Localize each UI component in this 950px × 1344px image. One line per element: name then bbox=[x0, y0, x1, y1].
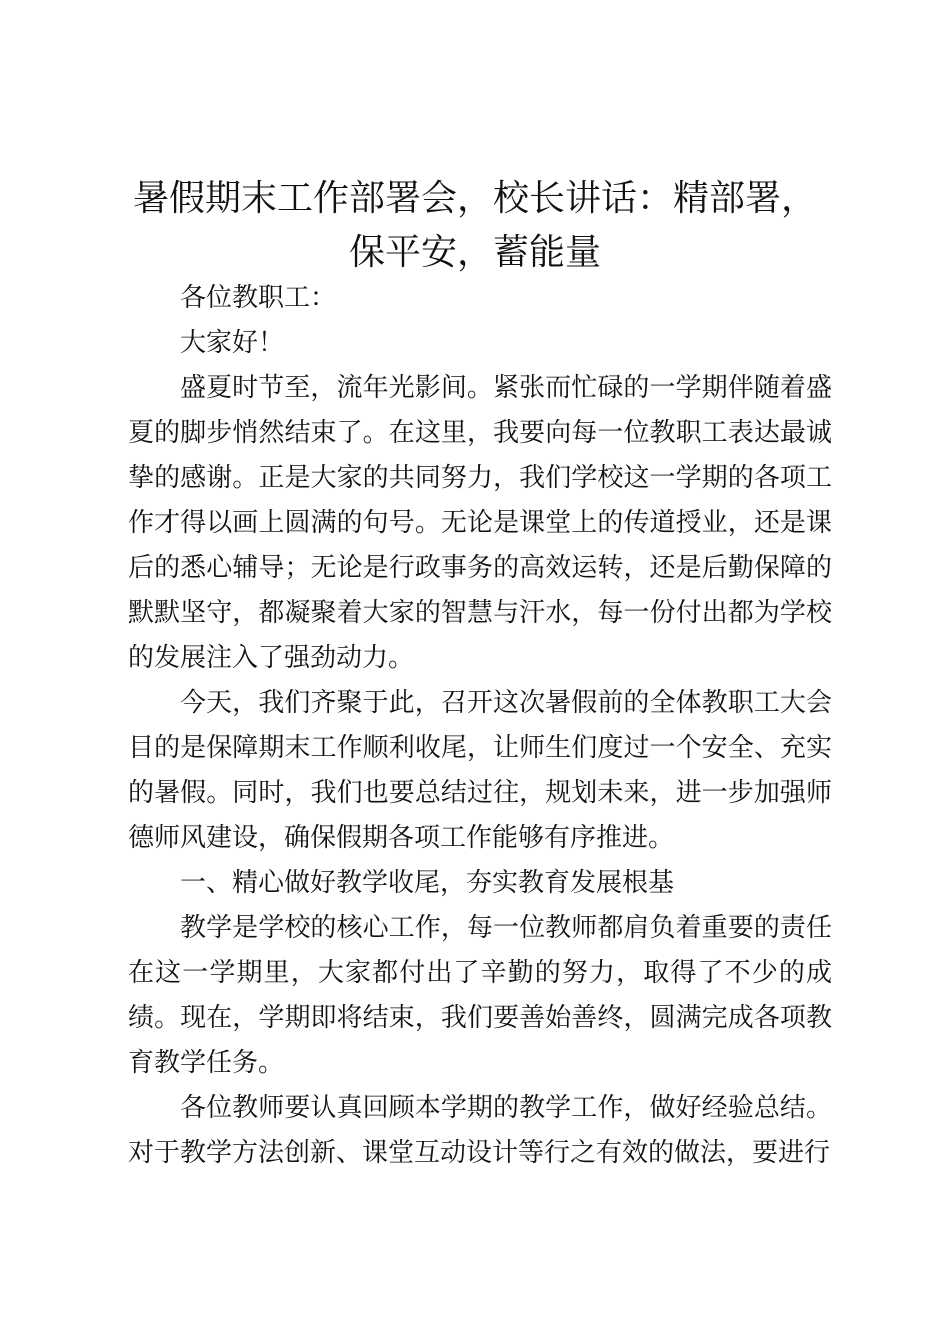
document-body bbox=[128, 276, 832, 1176]
document-title: 暑假期末工作部署会，校长讲话：精部署，保平安，蓄能量 bbox=[132, 178, 817, 273]
greeting: 大家好！ bbox=[180, 328, 285, 358]
salutation: 各位教职工： bbox=[180, 283, 337, 313]
body-paragraph: 教学是学校的核心工作，每一位教师都肩负着重要的责任在这一学期里，大家都付出了辛勤的努力，取得了不少的成绩。现在，学期即将结束，我们要善始善终，圆满完成各项教育教学任务。 bbox=[128, 913, 832, 1078]
body-paragraph: 今天，我们齐聚于此，召开这次暑假前的全体教职工大会目的是保障期末工作顺利收尾，让师生们度过一个安全、充实的暑假。同时，我们也要总结过往，规划未来，进一步加强师德师风建设，确保假期各项工作能够有序推进。 bbox=[128, 688, 832, 853]
body-paragraph: 盛夏时节至，流年光影间。紧张而忙碌的一学期伴随着盛夏的脚步悄然结束了。在这里，我要向每一位教职工表达最诚挚的感谢。正是大家的共同努力，我们学校这一学期的各项工作才得以画上圆满的句号。无论是课堂上的传道授业，还是课后的悉心辅导；无论是行政事务的高效运转，还是后勤保障的默默坚守，都凝聚着大家的智慧与汗水，每一份付出都为学校的发展注入了强劲动力。 bbox=[128, 373, 832, 673]
body-paragraph: 各位教师要认真回顾本学期的教学工作，做好经验总结。对于教学方法创新、课堂互动设计等行之有效的做法，要进行 bbox=[128, 1093, 832, 1168]
section-heading: 一、精心做好教学收尾，夯实教育发展根基 bbox=[180, 868, 675, 898]
